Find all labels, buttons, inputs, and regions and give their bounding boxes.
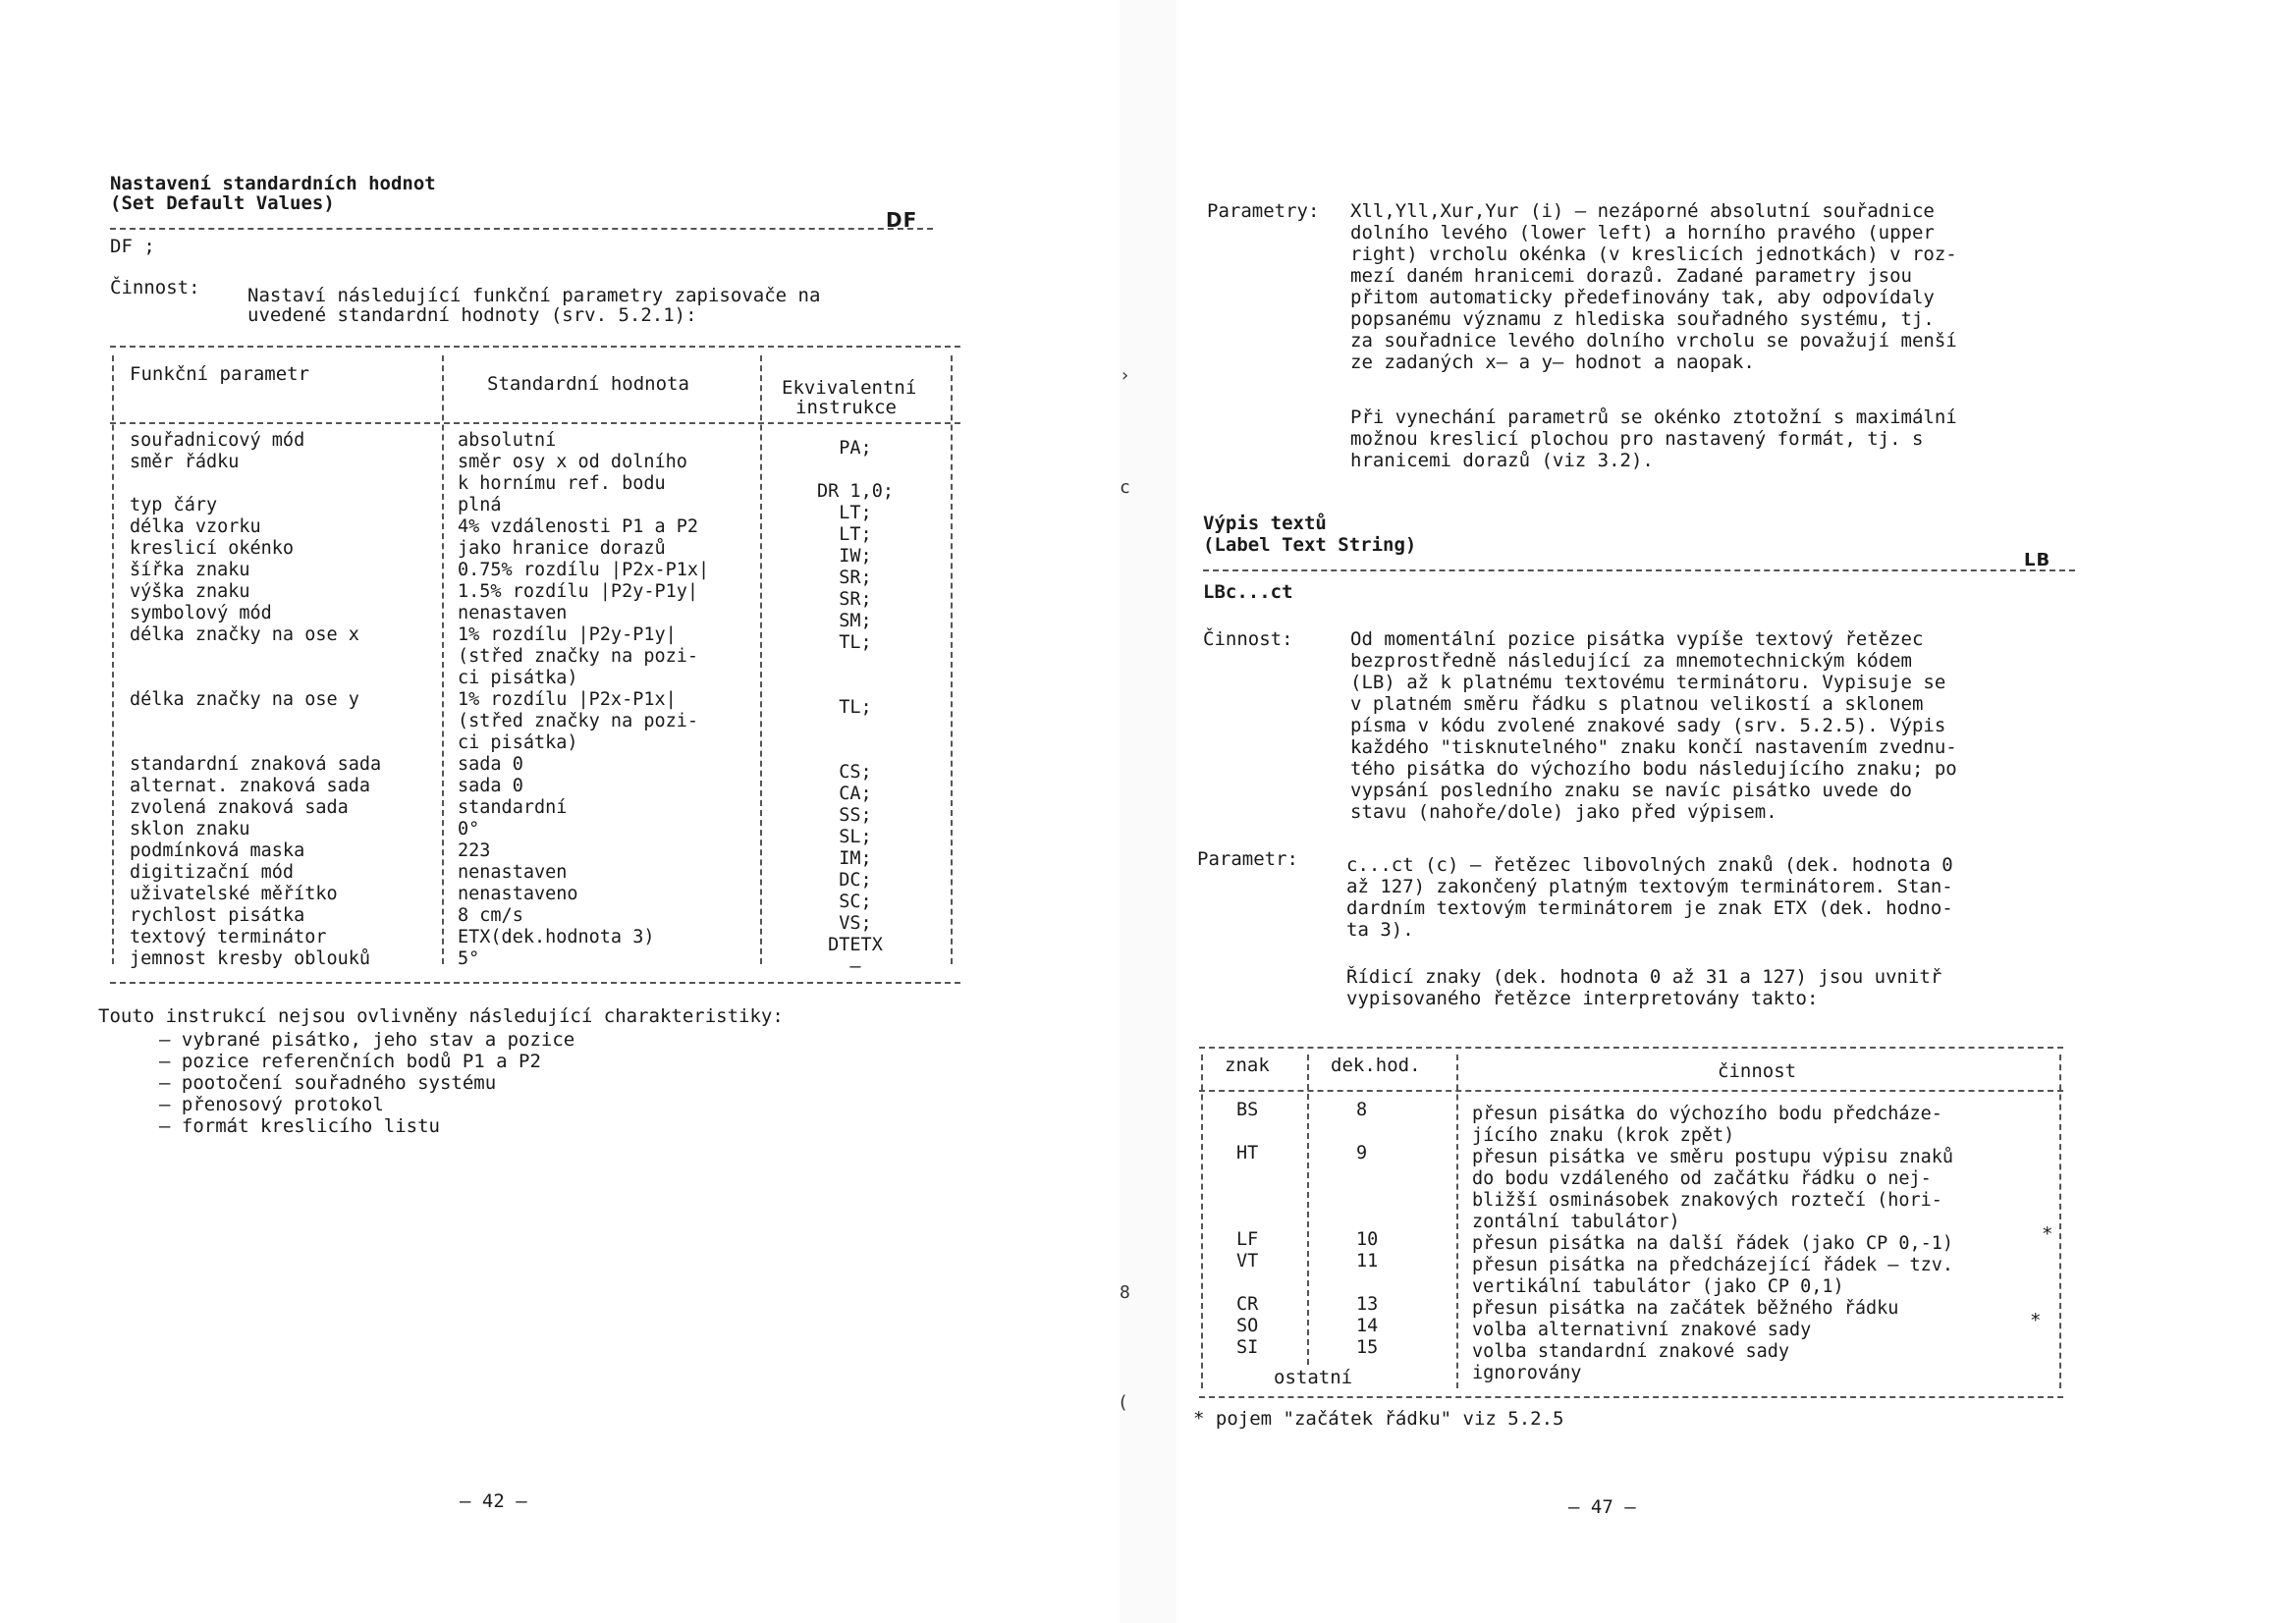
right-table-ostatni: ostatní [1274, 1367, 1353, 1388]
right-param-line: dolního levého (lower left) a horního pravého (upper [1350, 222, 1935, 243]
left-table-equiv-line: LT; [839, 524, 872, 545]
df-syntax: DF ; [110, 236, 155, 257]
right-table-cinnost-line: volba alternativní znakové sady [1472, 1320, 1812, 1340]
left-table-param-line: výška znaku [130, 581, 250, 602]
left-table-equiv-line: VS; [839, 913, 872, 934]
left-table-value-line: nenastaven [458, 862, 568, 883]
right-table-cinnost-line: přesun pisátka do výchozího bodu předcháze- [1472, 1104, 1942, 1124]
left-table-equiv-line: – [849, 956, 861, 977]
left-table-equiv-line: SM; [839, 611, 872, 631]
left-table-param-line: digitizační mód [130, 862, 295, 883]
right-cinnost-line: Od momentální pozice pisátka vypíše textový řetězec [1350, 628, 1924, 650]
left-table-value-line: nenastaven [458, 603, 568, 623]
left-table-equiv-line: SR; [839, 589, 872, 610]
right-cinnost-line: písma v kódu zvolené znakové sady (srv. 5.2.5). Výpis [1350, 715, 1946, 736]
left-table-param-line: směr řádku [130, 452, 240, 472]
left-table-equiv-line: TL; [839, 632, 872, 653]
left-table-param-line: alternat. znaková sada [130, 776, 371, 796]
right-param-extra-line: hranicemi dorazů (viz 3.2). [1350, 450, 1654, 471]
left-table-value-line: nenastaveno [458, 884, 578, 904]
left-table-border-right [951, 355, 953, 964]
left-table-value-line: 4% vzdálenosti P1 a P2 [458, 516, 699, 537]
left-table-equiv-line: SL; [839, 827, 872, 847]
right-parametr-line: až 127) zakončený platným textovým terminátorem. Stan- [1346, 876, 1953, 897]
left-table-value-line: standardní [458, 797, 568, 818]
left-table-value-line: sada 0 [458, 776, 523, 796]
left-after-item-4: – přenosový protokol [159, 1094, 384, 1115]
right-param-line: ze zadaných x– a y– hodnot a naopak. [1350, 352, 1755, 373]
right-table-cinnost-line: přesun pisátka na další řádek (jako CP 0,-1) [1472, 1233, 1954, 1254]
left-table-param-line: sklon znaku [130, 819, 250, 839]
right-table-dek-line: 15 [1356, 1337, 1379, 1358]
right-param-line: přitom automaticky předefinovány tak, aby odpovídaly [1350, 287, 1935, 308]
left-table-value-line: směr osy x od dolního [458, 452, 687, 472]
right-table-top-rule [1199, 1047, 2063, 1049]
right-table-header-znak: znak [1225, 1055, 1270, 1076]
left-table-divider-1 [442, 355, 444, 964]
left-table-value-line: 5° [458, 948, 480, 969]
left-after-item-1: – vybrané pisátko, jeho stav a pozice [159, 1029, 575, 1051]
right-parametr-line: c...ct (c) – řetězec libovolných znaků (dek. hodnota 0 [1346, 854, 1953, 876]
right-title-rule [1203, 569, 2075, 571]
right-table-dek-line: 9 [1356, 1143, 1368, 1163]
left-table-equiv-line: IM; [839, 848, 872, 869]
left-table-param-line: typ čáry [130, 495, 218, 515]
right-table-znak-line: VT [1236, 1251, 1259, 1271]
right-table-cinnost-line: ignorovány [1472, 1363, 1582, 1383]
left-table-value-line: 1% rozdílu |P2x-P1x| [458, 689, 677, 710]
left-table-header-value: Standardní hodnota [487, 373, 689, 395]
left-table-bottom-rule [110, 982, 960, 984]
right-table-border-left [1201, 1055, 1203, 1388]
left-table-value-line: 1.5% rozdílu |P2y-P1y| [458, 581, 699, 602]
right-table-cinnost-line: do bodu vzdáleného od začátku řádku o nej- [1472, 1168, 1932, 1189]
left-table-value-line: absolutní [458, 430, 557, 451]
left-table-equiv-line: SR; [839, 568, 872, 588]
left-after-item-5: – formát kreslicího listu [159, 1115, 440, 1137]
right-parametr-line: dardním textovým terminátorem je znak ETX (dek. hodno- [1346, 897, 1953, 919]
gutter-mark-3: 8 [1120, 1282, 1130, 1303]
right-table-cinnost-line: jícího znaku (krok zpět) [1472, 1125, 1735, 1146]
left-cinnost-line1: Nastaví následující funkční parametry zapisovače na [247, 285, 821, 306]
right-parametr-label: Parametr: [1197, 848, 1298, 870]
right-cinnost-line: v platném směru řádku s platnou velikostí a sklonem [1350, 693, 1924, 715]
left-table-param-line: uživatelské měřítko [130, 884, 338, 904]
right-page-number: – 47 – [1568, 1496, 1636, 1518]
gutter-mark-1: › [1120, 365, 1130, 386]
left-table-param-line: standardní znaková sada [130, 754, 382, 775]
right-table-bottom-rule [1199, 1396, 2063, 1398]
left-table-value-line: sada 0 [458, 754, 523, 775]
left-table-value-line: k hornímu ref. bodu [458, 473, 666, 494]
right-footnote: * pojem "začátek řádku" viz 5.2.5 [1193, 1408, 1564, 1430]
left-table-equiv-line: IW; [839, 546, 872, 567]
left-cinnost-line2: uvedené standardní hodnoty (srv. 5.2.1): [247, 304, 697, 326]
right-table-cinnost-line: volba standardní znakové sady [1472, 1341, 1790, 1362]
right-table-cinnost-line: přesun pisátka na začátek běžného řádku [1472, 1298, 1899, 1319]
right-param-extra-line: Při vynechání parametrů se okénko ztotožní s maximální [1350, 406, 1957, 428]
left-table-header-param: Funkční parametr [130, 363, 310, 385]
right-table-dek-line: 14 [1356, 1316, 1379, 1336]
left-table-param-line: délka vzorku [130, 516, 261, 537]
right-table-header-dek: dek.hod. [1331, 1055, 1421, 1076]
left-table-param-line: jemnost kresby oblouků [130, 948, 371, 969]
left-table-header-equiv-1: Ekvivalentní [782, 377, 917, 399]
right-table-dek-line: 13 [1356, 1294, 1379, 1315]
right-table-dek-line: 8 [1356, 1100, 1368, 1120]
left-table-value-line: (střed značky na pozi- [458, 711, 699, 731]
left-table-equiv-line: DR 1,0; [817, 481, 894, 502]
right-cinnost-line: stavu (nahoře/dole) jako před výpisem. [1350, 801, 1777, 823]
right-cinnost-line: (LB) až k platnému textovému terminátoru. Vypisuje se [1350, 672, 1946, 693]
right-cinnost-label: Činnost: [1203, 628, 1293, 650]
left-table-equiv-line: CA; [839, 784, 872, 804]
right-table-znak-line: CR [1236, 1294, 1259, 1315]
left-table-value-line: ci pisátka) [458, 732, 578, 753]
right-table-header-rule [1199, 1090, 2063, 1092]
left-table-divider-2 [760, 355, 762, 964]
right-title: Výpis textů [1203, 513, 1327, 534]
left-title-rule [110, 228, 933, 230]
left-table-param-line: souřadnicový mód [130, 430, 305, 451]
right-param-line: popsanému významu z hlediska souřadného systému, tj. [1350, 308, 1935, 330]
left-table-value-line: plná [458, 495, 502, 515]
right-table-znak-line: BS [1236, 1100, 1259, 1120]
right-table-border-right [2059, 1055, 2061, 1388]
left-table-param-line: podmínková maska [130, 840, 305, 861]
left-table-value-line: jako hranice dorazů [458, 538, 666, 559]
right-ridici-line: vypisovaného řetězce interpretovány takto: [1346, 988, 1819, 1009]
right-param-extra-line: možnou kreslicí plochou pro nastavený formát, tj. s [1350, 428, 1924, 450]
left-table-value-line: 0° [458, 819, 480, 839]
left-table-equiv-line: TL; [839, 697, 872, 718]
left-table-param-line: rychlost pisátka [130, 905, 305, 926]
left-table-equiv-line: DC; [839, 870, 872, 891]
left-table-header-rule [110, 422, 960, 424]
right-cinnost-line: vypsání posledního znaku se navíc pisátko uvede do [1350, 780, 1912, 801]
left-table-equiv-line: SC; [839, 892, 872, 912]
right-param-line: right) vrcholu okénka (v kreslicích jednotkách) v roz- [1350, 243, 1957, 265]
right-table-znak-line: HT [1236, 1143, 1259, 1163]
right-table-divider-1 [1307, 1055, 1309, 1365]
right-param-line: za souřadnice levého dolního vrcholu se považují menší [1350, 330, 1957, 352]
right-table-cinnost-line: zontální tabulátor) [1472, 1212, 1680, 1232]
left-table-border-left [112, 355, 114, 964]
gutter-mark-2: c [1120, 477, 1130, 498]
right-page [1148, 0, 2296, 1623]
left-table-value-line: (střed značky na pozi- [458, 646, 699, 667]
right-cinnost-line: tého pisátka do výchozího bodu následujícího znaku; po [1350, 758, 1957, 780]
lb-mnemonic-mark: LB [2024, 550, 2051, 570]
left-table-param-line: kreslicí okénko [130, 538, 295, 559]
left-table-value-line: 0.75% rozdílu |P2x-P1x| [458, 560, 710, 580]
right-table-cinnost-line: bližší osminásobek znakových roztečí (hori- [1472, 1190, 1942, 1211]
gutter-mark-4: ( [1118, 1392, 1128, 1413]
right-title-english: (Label Text String) [1203, 534, 1417, 556]
left-table-equiv-line: DTETX [828, 935, 883, 955]
right-table-cinnost-line: vertikální tabulátor (jako CP 0,1) [1472, 1276, 1844, 1297]
df-mnemonic-mark: DF [886, 208, 918, 232]
right-param-line: mezí daném hranicemi dorazů. Zadané parametry jsou [1350, 265, 1912, 287]
left-table-header-equiv-2: instrukce [795, 397, 897, 418]
left-table-value-line: 1% rozdílu |P2y-P1y| [458, 624, 677, 645]
left-table-param-line: zvolená znaková sada [130, 797, 349, 818]
left-table-param-line: šířka znaku [130, 560, 250, 580]
left-page-number: – 42 – [460, 1490, 527, 1512]
left-table-top-rule [110, 346, 960, 348]
left-table-param-line: délka značky na ose x [130, 624, 359, 645]
right-table-znak-line: SI [1236, 1337, 1259, 1358]
left-table-param-line: symbolový mód [130, 603, 272, 623]
right-table-dek-line: 11 [1356, 1251, 1379, 1271]
left-after-item-3: – pootočení souřadného systému [159, 1072, 497, 1094]
right-table-dek-line: 10 [1356, 1229, 1379, 1250]
left-table-value-line: ci pisátka) [458, 668, 578, 688]
right-table-star-1: * [2042, 1223, 2053, 1245]
right-table-znak-line: SO [1236, 1316, 1259, 1336]
left-table-value-line: ETX(dek.hodnota 3) [458, 927, 655, 947]
right-ridici-line: Řídicí znaky (dek. hodnota 0 až 31 a 127) jsou uvnitř [1346, 966, 1942, 988]
left-table-equiv-line: SS; [839, 805, 872, 826]
left-table-param-line: textový terminátor [130, 927, 327, 947]
left-table-equiv-line: CS; [839, 762, 872, 783]
left-table-equiv-line: LT; [839, 503, 872, 523]
right-table-star-2: * [2030, 1310, 2042, 1331]
left-title: Nastavení standardních hodnot [110, 173, 436, 194]
left-table-equiv-line: PA; [839, 438, 872, 459]
right-param-line: Xll,Yll,Xur,Yur (i) – nezáporné absolutní souřadnice [1350, 200, 1935, 222]
right-table-cinnost-line: přesun pisátka na předcházející řádek – tzv. [1472, 1255, 1954, 1275]
right-cinnost-line: každého "tisknutelného" znaku končí nastavením zvednu- [1350, 736, 1957, 758]
left-table-value-line: 223 [458, 840, 491, 861]
right-cinnost-line: bezprostředně následující za mnemotechnickým kódem [1350, 650, 1912, 672]
right-table-divider-2 [1456, 1055, 1458, 1388]
left-table-value-line: 8 cm/s [458, 905, 523, 926]
lb-syntax: LBc...ct [1203, 581, 1293, 603]
right-table-header-cinnost: činnost [1718, 1060, 1797, 1082]
left-after-intro: Touto instrukcí nejsou ovlivněny následující charakteristiky: [98, 1005, 784, 1027]
left-cinnost-label: Činnost: [110, 277, 200, 298]
right-table-cinnost-line: přesun pisátka ve směru postupu výpisu znaků [1472, 1147, 1954, 1167]
left-after-item-2: – pozice referenčních bodů P1 a P2 [159, 1051, 541, 1072]
right-parametr-line: ta 3). [1346, 919, 1414, 941]
left-title-english: (Set Default Values) [110, 192, 335, 214]
right-param-label: Parametry: [1207, 200, 1320, 222]
right-table-znak-line: LF [1236, 1229, 1259, 1250]
left-table-param-line: délka značky na ose y [130, 689, 359, 710]
